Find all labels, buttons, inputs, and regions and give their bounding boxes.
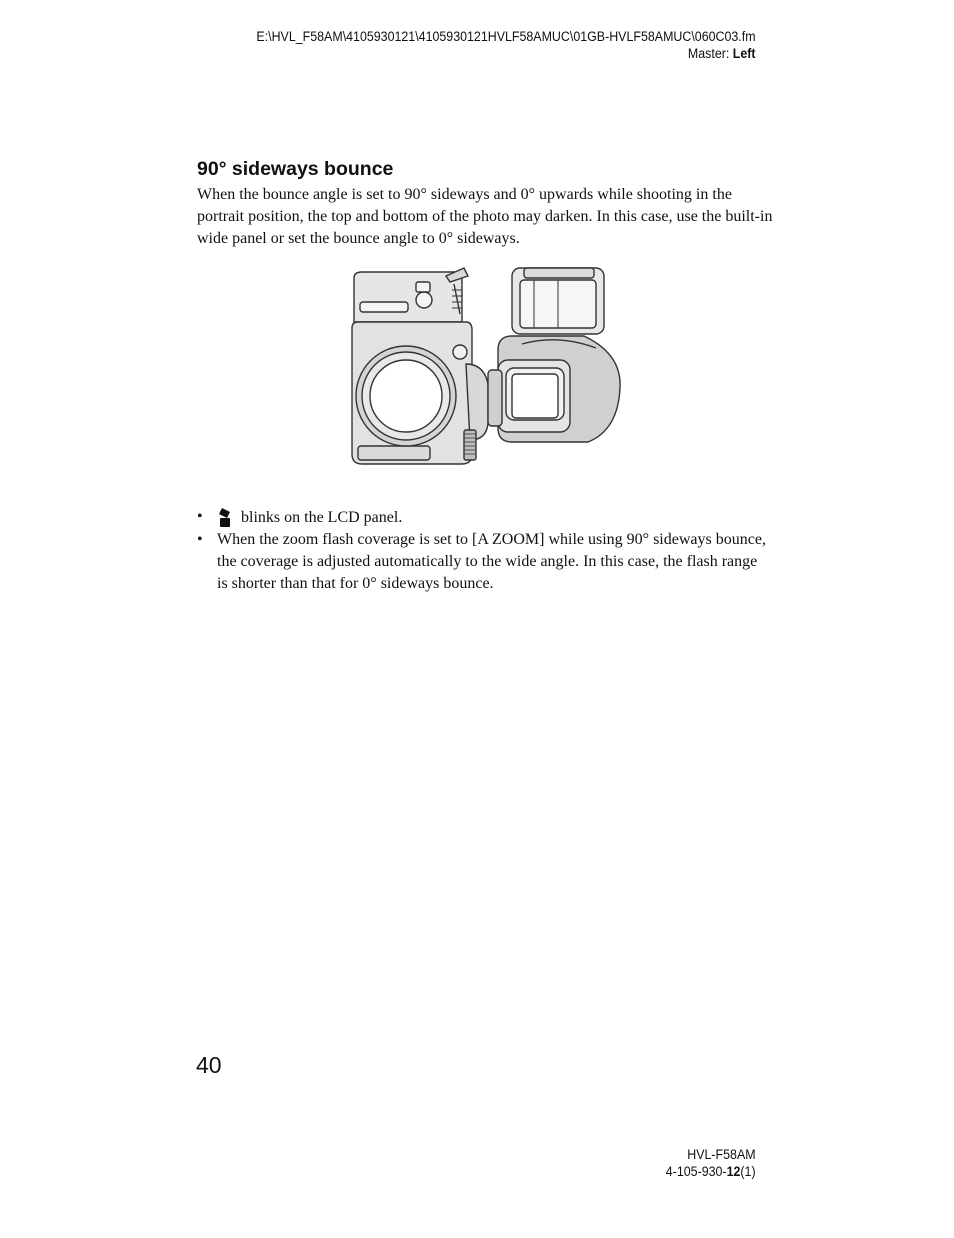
document-code <box>666 1163 756 1180</box>
master-label: Master: <box>688 46 734 61</box>
document-footer <box>666 1146 756 1180</box>
bullet-marker: • <box>197 531 203 548</box>
code-suffix: (1) <box>740 1164 756 1179</box>
master-line <box>257 45 756 62</box>
file-path: E:\HVL_F58AM\4105930121\4105930121HVLF58AMUC\01GB-HVLF58AMUC\060C03.fm <box>256 29 756 44</box>
notes-list <box>197 506 769 595</box>
master-value: Left <box>733 46 756 61</box>
code-prefix: 4-105-930- <box>666 1164 727 1179</box>
page-number: 40 <box>196 1052 222 1078</box>
code-revision: 12 <box>726 1164 741 1179</box>
bullet-marker: • <box>197 508 203 525</box>
bounce-warning-icon <box>217 506 235 528</box>
section-paragraph: When the bounce angle is set to 90° sideways and 0° upwards while shooting in the portrait position, the top and bottom of the photo may darken. In this case, use the built-in wide panel or set the bounce angle to 0° sideways. <box>197 186 773 247</box>
document-header <box>257 28 756 62</box>
camera-flash-illustration <box>348 264 624 474</box>
bullet-text: blinks on the LCD panel. <box>237 509 403 526</box>
bullet-text: When the zoom flash coverage is set to [A ZOOM] while using 90° sideways bounce, the coverage is adjusted automatically to the wide angle. In this case, the flash range is shorter than that for 0° sideways bounce. <box>217 531 766 592</box>
section-title: 90° sideways bounce <box>197 158 394 180</box>
model-name: HVL-F58AM <box>687 1147 756 1162</box>
list-item <box>197 506 769 529</box>
list-item <box>197 529 769 595</box>
